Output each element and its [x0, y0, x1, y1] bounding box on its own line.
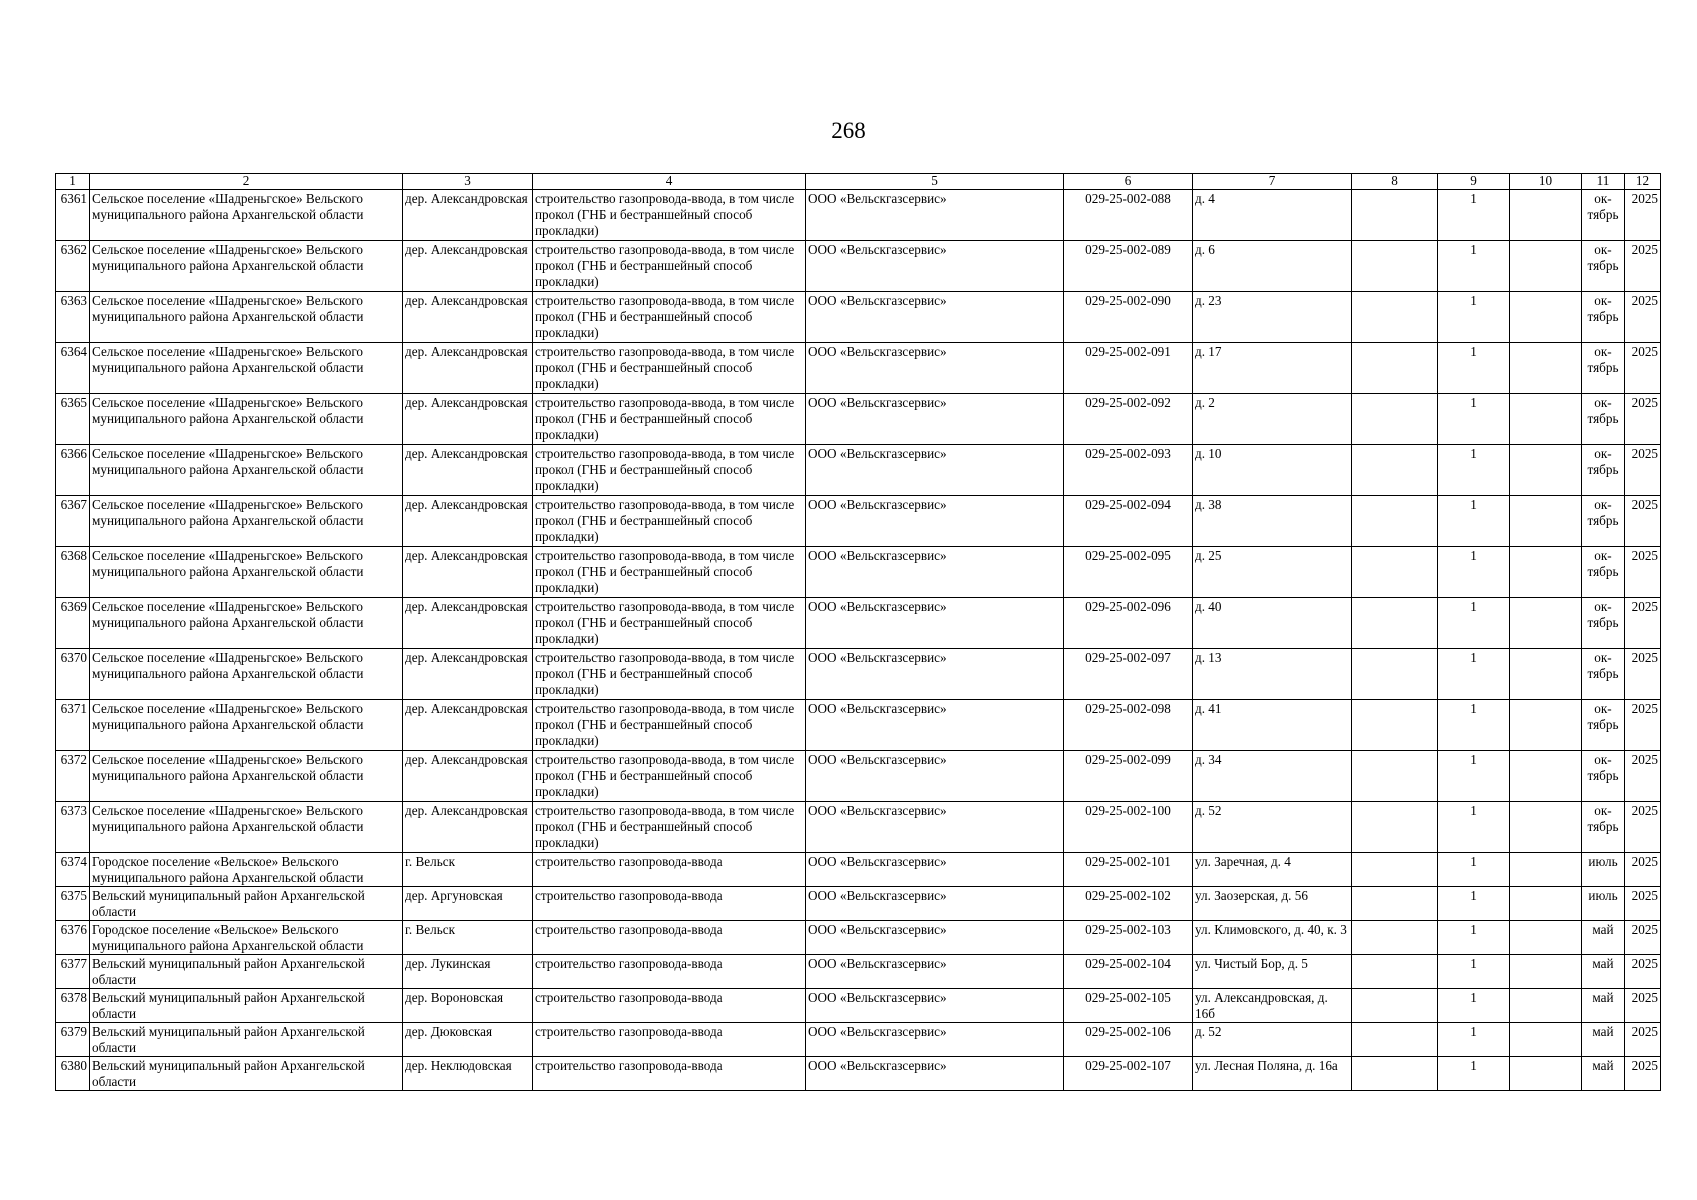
table-row: [56, 394, 1661, 445]
column-8-cell: [1352, 921, 1438, 955]
column-number-row: [56, 174, 1661, 190]
column-8-cell: [1352, 1057, 1438, 1091]
address-cell: д. 40: [1193, 598, 1352, 649]
column-10-cell: [1510, 649, 1582, 700]
column-number-6: 6: [1064, 174, 1193, 190]
work-type-cell: строительство газопровода-ввода: [533, 887, 806, 921]
municipality-cell: Сельское поселение «Шадреньгское» Вельского муниципального района Архангельской области: [90, 496, 403, 547]
column-8-cell: [1352, 700, 1438, 751]
table-row: [56, 802, 1661, 853]
count-cell: 1: [1438, 292, 1510, 343]
year-cell: 2025: [1625, 989, 1661, 1023]
row-number: 6364: [56, 343, 90, 394]
column-number-10: 10: [1510, 174, 1582, 190]
year-cell: 2025: [1625, 887, 1661, 921]
year-cell: 2025: [1625, 190, 1661, 241]
locality-cell: дер. Александровская: [403, 394, 533, 445]
object-code-cell: 029-25-002-092: [1064, 394, 1193, 445]
table-row: [56, 887, 1661, 921]
organization-cell: ООО «Вельскгазсервис»: [806, 496, 1064, 547]
year-cell: 2025: [1625, 241, 1661, 292]
page-number: 268: [831, 118, 866, 143]
year-cell: 2025: [1625, 343, 1661, 394]
object-code-cell: 029-25-002-103: [1064, 921, 1193, 955]
column-number-7: 7: [1193, 174, 1352, 190]
column-10-cell: [1510, 547, 1582, 598]
object-code-cell: 029-25-002-102: [1064, 887, 1193, 921]
count-cell: 1: [1438, 853, 1510, 887]
municipality-cell: Сельское поселение «Шадреньгское» Вельского муниципального района Архангельской области: [90, 394, 403, 445]
organization-cell: ООО «Вельскгазсервис»: [806, 190, 1064, 241]
column-8-cell: [1352, 598, 1438, 649]
row-number: 6369: [56, 598, 90, 649]
column-10-cell: [1510, 853, 1582, 887]
month-cell: ок-тябрь: [1582, 649, 1625, 700]
object-code-cell: 029-25-002-089: [1064, 241, 1193, 292]
table-row: [56, 496, 1661, 547]
register-table: [55, 173, 1661, 1091]
count-cell: 1: [1438, 649, 1510, 700]
year-cell: 2025: [1625, 292, 1661, 343]
work-type-cell: строительство газопровода-ввода, в том числе прокол (ГНБ и бестраншейный способ прокладки): [533, 343, 806, 394]
column-10-cell: [1510, 1057, 1582, 1091]
organization-cell: ООО «Вельскгазсервис»: [806, 1057, 1064, 1091]
work-type-cell: строительство газопровода-ввода, в том числе прокол (ГНБ и бестраншейный способ прокладки): [533, 496, 806, 547]
organization-cell: ООО «Вельскгазсервис»: [806, 751, 1064, 802]
table-row: [56, 598, 1661, 649]
month-cell: ок-тябрь: [1582, 700, 1625, 751]
municipality-cell: Вельский муниципальный район Архангельской области: [90, 955, 403, 989]
organization-cell: ООО «Вельскгазсервис»: [806, 598, 1064, 649]
row-number: 6373: [56, 802, 90, 853]
row-number: 6367: [56, 496, 90, 547]
organization-cell: ООО «Вельскгазсервис»: [806, 887, 1064, 921]
column-10-cell: [1510, 887, 1582, 921]
column-number-2: 2: [90, 174, 403, 190]
address-cell: д. 10: [1193, 445, 1352, 496]
month-cell: май: [1582, 989, 1625, 1023]
month-cell: май: [1582, 955, 1625, 989]
locality-cell: дер. Неклюдовская: [403, 1057, 533, 1091]
column-10-cell: [1510, 292, 1582, 343]
month-cell: июль: [1582, 887, 1625, 921]
row-number: 6371: [56, 700, 90, 751]
month-cell: ок-тябрь: [1582, 598, 1625, 649]
month-cell: ок-тябрь: [1582, 292, 1625, 343]
table-row: [56, 292, 1661, 343]
municipality-cell: Вельский муниципальный район Архангельской области: [90, 1057, 403, 1091]
municipality-cell: Сельское поселение «Шадреньгское» Вельского муниципального района Архангельской области: [90, 751, 403, 802]
month-cell: ок-тябрь: [1582, 343, 1625, 394]
table-row: [56, 547, 1661, 598]
organization-cell: ООО «Вельскгазсервис»: [806, 292, 1064, 343]
municipality-cell: Сельское поселение «Шадреньгское» Вельского муниципального района Архангельской области: [90, 649, 403, 700]
month-cell: ок-тябрь: [1582, 496, 1625, 547]
organization-cell: ООО «Вельскгазсервис»: [806, 343, 1064, 394]
table-row: [56, 1023, 1661, 1057]
object-code-cell: 029-25-002-100: [1064, 802, 1193, 853]
work-type-cell: строительство газопровода-ввода, в том числе прокол (ГНБ и бестраншейный способ прокладки): [533, 700, 806, 751]
row-number: 6375: [56, 887, 90, 921]
organization-cell: ООО «Вельскгазсервис»: [806, 394, 1064, 445]
address-cell: д. 52: [1193, 1023, 1352, 1057]
column-8-cell: [1352, 887, 1438, 921]
year-cell: 2025: [1625, 1057, 1661, 1091]
column-8-cell: [1352, 241, 1438, 292]
column-8-cell: [1352, 649, 1438, 700]
address-cell: д. 41: [1193, 700, 1352, 751]
table-row: [56, 649, 1661, 700]
year-cell: 2025: [1625, 921, 1661, 955]
locality-cell: дер. Александровская: [403, 700, 533, 751]
organization-cell: ООО «Вельскгазсервис»: [806, 547, 1064, 598]
table-row: [56, 445, 1661, 496]
row-number: 6361: [56, 190, 90, 241]
work-type-cell: строительство газопровода-ввода: [533, 921, 806, 955]
column-10-cell: [1510, 190, 1582, 241]
municipality-cell: Сельское поселение «Шадреньгское» Вельского муниципального района Архангельской области: [90, 547, 403, 598]
work-type-cell: строительство газопровода-ввода: [533, 955, 806, 989]
municipality-cell: Сельское поселение «Шадреньгское» Вельского муниципального района Архангельской области: [90, 445, 403, 496]
locality-cell: дер. Александровская: [403, 241, 533, 292]
column-number-1: 1: [56, 174, 90, 190]
count-cell: 1: [1438, 343, 1510, 394]
work-type-cell: строительство газопровода-ввода: [533, 1057, 806, 1091]
month-cell: ок-тябрь: [1582, 547, 1625, 598]
count-cell: 1: [1438, 241, 1510, 292]
row-number: 6372: [56, 751, 90, 802]
column-8-cell: [1352, 496, 1438, 547]
column-10-cell: [1510, 989, 1582, 1023]
column-8-cell: [1352, 343, 1438, 394]
row-number: 6362: [56, 241, 90, 292]
organization-cell: ООО «Вельскгазсервис»: [806, 445, 1064, 496]
address-cell: ул. Климовского, д. 40, к. 3: [1193, 921, 1352, 955]
year-cell: 2025: [1625, 394, 1661, 445]
organization-cell: ООО «Вельскгазсервис»: [806, 989, 1064, 1023]
work-type-cell: строительство газопровода-ввода, в том числе прокол (ГНБ и бестраншейный способ прокладки): [533, 241, 806, 292]
count-cell: 1: [1438, 955, 1510, 989]
locality-cell: дер. Александровская: [403, 445, 533, 496]
municipality-cell: Сельское поселение «Шадреньгское» Вельского муниципального района Архангельской области: [90, 241, 403, 292]
month-cell: май: [1582, 921, 1625, 955]
address-cell: ул. Заозерская, д. 56: [1193, 887, 1352, 921]
column-8-cell: [1352, 853, 1438, 887]
count-cell: 1: [1438, 751, 1510, 802]
count-cell: 1: [1438, 989, 1510, 1023]
year-cell: 2025: [1625, 700, 1661, 751]
row-number: 6365: [56, 394, 90, 445]
year-cell: 2025: [1625, 955, 1661, 989]
year-cell: 2025: [1625, 649, 1661, 700]
object-code-cell: 029-25-002-093: [1064, 445, 1193, 496]
table-row: [56, 921, 1661, 955]
month-cell: ок-тябрь: [1582, 190, 1625, 241]
object-code-cell: 029-25-002-101: [1064, 853, 1193, 887]
object-code-cell: 029-25-002-099: [1064, 751, 1193, 802]
work-type-cell: строительство газопровода-ввода, в том числе прокол (ГНБ и бестраншейный способ прокладки): [533, 802, 806, 853]
municipality-cell: Вельский муниципальный район Архангельской области: [90, 887, 403, 921]
municipality-cell: Сельское поселение «Шадреньгское» Вельского муниципального района Архангельской области: [90, 190, 403, 241]
year-cell: 2025: [1625, 547, 1661, 598]
locality-cell: дер. Аргуновская: [403, 887, 533, 921]
table-row: [56, 955, 1661, 989]
table-row: [56, 700, 1661, 751]
row-number: 6374: [56, 853, 90, 887]
locality-cell: дер. Александровская: [403, 802, 533, 853]
municipality-cell: Городское поселение «Вельское» Вельского муниципального района Архангельской области: [90, 921, 403, 955]
address-cell: д. 6: [1193, 241, 1352, 292]
address-cell: д. 34: [1193, 751, 1352, 802]
row-number: 6380: [56, 1057, 90, 1091]
column-10-cell: [1510, 955, 1582, 989]
count-cell: 1: [1438, 394, 1510, 445]
organization-cell: ООО «Вельскгазсервис»: [806, 955, 1064, 989]
column-8-cell: [1352, 1023, 1438, 1057]
locality-cell: г. Вельск: [403, 921, 533, 955]
count-cell: 1: [1438, 1057, 1510, 1091]
column-8-cell: [1352, 955, 1438, 989]
row-number: 6377: [56, 955, 90, 989]
column-10-cell: [1510, 921, 1582, 955]
municipality-cell: Сельское поселение «Шадреньгское» Вельского муниципального района Архангельской области: [90, 343, 403, 394]
object-code-cell: 029-25-002-090: [1064, 292, 1193, 343]
column-8-cell: [1352, 547, 1438, 598]
month-cell: ок-тябрь: [1582, 802, 1625, 853]
object-code-cell: 029-25-002-104: [1064, 955, 1193, 989]
year-cell: 2025: [1625, 496, 1661, 547]
work-type-cell: строительство газопровода-ввода, в том числе прокол (ГНБ и бестраншейный способ прокладки): [533, 751, 806, 802]
table-row: [56, 241, 1661, 292]
count-cell: 1: [1438, 1023, 1510, 1057]
count-cell: 1: [1438, 496, 1510, 547]
column-10-cell: [1510, 802, 1582, 853]
column-number-11: 11: [1582, 174, 1625, 190]
work-type-cell: строительство газопровода-ввода: [533, 853, 806, 887]
row-number: 6370: [56, 649, 90, 700]
address-cell: д. 25: [1193, 547, 1352, 598]
column-10-cell: [1510, 394, 1582, 445]
count-cell: 1: [1438, 887, 1510, 921]
locality-cell: дер. Александровская: [403, 547, 533, 598]
month-cell: июль: [1582, 853, 1625, 887]
work-type-cell: строительство газопровода-ввода, в том числе прокол (ГНБ и бестраншейный способ прокладки): [533, 598, 806, 649]
work-type-cell: строительство газопровода-ввода: [533, 1023, 806, 1057]
address-cell: ул. Чистый Бор, д. 5: [1193, 955, 1352, 989]
table-row: [56, 1057, 1661, 1091]
row-number: 6379: [56, 1023, 90, 1057]
address-cell: д. 4: [1193, 190, 1352, 241]
work-type-cell: строительство газопровода-ввода, в том числе прокол (ГНБ и бестраншейный способ прокладки): [533, 190, 806, 241]
object-code-cell: 029-25-002-105: [1064, 989, 1193, 1023]
column-number-8: 8: [1352, 174, 1438, 190]
locality-cell: дер. Александровская: [403, 751, 533, 802]
count-cell: 1: [1438, 547, 1510, 598]
locality-cell: дер. Дюковская: [403, 1023, 533, 1057]
work-type-cell: строительство газопровода-ввода, в том числе прокол (ГНБ и бестраншейный способ прокладки): [533, 649, 806, 700]
count-cell: 1: [1438, 802, 1510, 853]
object-code-cell: 029-25-002-098: [1064, 700, 1193, 751]
municipality-cell: Вельский муниципальный район Архангельской области: [90, 989, 403, 1023]
object-code-cell: 029-25-002-097: [1064, 649, 1193, 700]
table-body: [56, 190, 1661, 1091]
locality-cell: г. Вельск: [403, 853, 533, 887]
column-10-cell: [1510, 751, 1582, 802]
row-number: 6378: [56, 989, 90, 1023]
year-cell: 2025: [1625, 853, 1661, 887]
organization-cell: ООО «Вельскгазсервис»: [806, 802, 1064, 853]
column-10-cell: [1510, 496, 1582, 547]
municipality-cell: Сельское поселение «Шадреньгское» Вельского муниципального района Архангельской области: [90, 292, 403, 343]
organization-cell: ООО «Вельскгазсервис»: [806, 700, 1064, 751]
locality-cell: дер. Александровская: [403, 190, 533, 241]
year-cell: 2025: [1625, 751, 1661, 802]
column-10-cell: [1510, 241, 1582, 292]
column-8-cell: [1352, 445, 1438, 496]
municipality-cell: Вельский муниципальный район Архангельской области: [90, 1023, 403, 1057]
municipality-cell: Сельское поселение «Шадреньгское» Вельского муниципального района Архангельской области: [90, 598, 403, 649]
row-number: 6363: [56, 292, 90, 343]
locality-cell: дер. Александровская: [403, 292, 533, 343]
locality-cell: дер. Лукинская: [403, 955, 533, 989]
object-code-cell: 029-25-002-088: [1064, 190, 1193, 241]
column-8-cell: [1352, 751, 1438, 802]
column-number-3: 3: [403, 174, 533, 190]
table-row: [56, 989, 1661, 1023]
locality-cell: дер. Александровская: [403, 598, 533, 649]
column-8-cell: [1352, 190, 1438, 241]
work-type-cell: строительство газопровода-ввода, в том числе прокол (ГНБ и бестраншейный способ прокладки): [533, 445, 806, 496]
organization-cell: ООО «Вельскгазсервис»: [806, 241, 1064, 292]
count-cell: 1: [1438, 445, 1510, 496]
object-code-cell: 029-25-002-095: [1064, 547, 1193, 598]
year-cell: 2025: [1625, 598, 1661, 649]
column-8-cell: [1352, 292, 1438, 343]
column-number-5: 5: [806, 174, 1064, 190]
row-number: 6366: [56, 445, 90, 496]
address-cell: д. 2: [1193, 394, 1352, 445]
work-type-cell: строительство газопровода-ввода: [533, 989, 806, 1023]
object-code-cell: 029-25-002-094: [1064, 496, 1193, 547]
locality-cell: дер. Александровская: [403, 343, 533, 394]
count-cell: 1: [1438, 190, 1510, 241]
table-row: [56, 853, 1661, 887]
year-cell: 2025: [1625, 445, 1661, 496]
organization-cell: ООО «Вельскгазсервис»: [806, 853, 1064, 887]
work-type-cell: строительство газопровода-ввода, в том числе прокол (ГНБ и бестраншейный способ прокладки): [533, 394, 806, 445]
work-type-cell: строительство газопровода-ввода, в том числе прокол (ГНБ и бестраншейный способ прокладки): [533, 547, 806, 598]
address-cell: д. 52: [1193, 802, 1352, 853]
row-number: 6368: [56, 547, 90, 598]
column-number-12: 12: [1625, 174, 1661, 190]
month-cell: ок-тябрь: [1582, 241, 1625, 292]
month-cell: ок-тябрь: [1582, 445, 1625, 496]
locality-cell: дер. Вороновская: [403, 989, 533, 1023]
organization-cell: ООО «Вельскгазсервис»: [806, 1023, 1064, 1057]
column-number-4: 4: [533, 174, 806, 190]
year-cell: 2025: [1625, 1023, 1661, 1057]
locality-cell: дер. Александровская: [403, 649, 533, 700]
column-10-cell: [1510, 598, 1582, 649]
column-10-cell: [1510, 343, 1582, 394]
count-cell: 1: [1438, 921, 1510, 955]
column-number-9: 9: [1438, 174, 1510, 190]
object-code-cell: 029-25-002-106: [1064, 1023, 1193, 1057]
organization-cell: ООО «Вельскгазсервис»: [806, 649, 1064, 700]
organization-cell: ООО «Вельскгазсервис»: [806, 921, 1064, 955]
column-10-cell: [1510, 700, 1582, 751]
municipality-cell: Сельское поселение «Шадреньгское» Вельского муниципального района Архангельской области: [90, 700, 403, 751]
column-8-cell: [1352, 989, 1438, 1023]
address-cell: д. 13: [1193, 649, 1352, 700]
column-10-cell: [1510, 445, 1582, 496]
row-number: 6376: [56, 921, 90, 955]
table-row: [56, 190, 1661, 241]
count-cell: 1: [1438, 700, 1510, 751]
count-cell: 1: [1438, 598, 1510, 649]
locality-cell: дер. Александровская: [403, 496, 533, 547]
month-cell: май: [1582, 1057, 1625, 1091]
object-code-cell: 029-25-002-096: [1064, 598, 1193, 649]
address-cell: д. 38: [1193, 496, 1352, 547]
address-cell: ул. Лесная Поляна, д. 16а: [1193, 1057, 1352, 1091]
address-cell: ул. Александровская, д. 16б: [1193, 989, 1352, 1023]
month-cell: ок-тябрь: [1582, 751, 1625, 802]
address-cell: ул. Заречная, д. 4: [1193, 853, 1352, 887]
column-8-cell: [1352, 394, 1438, 445]
object-code-cell: 029-25-002-107: [1064, 1057, 1193, 1091]
column-10-cell: [1510, 1023, 1582, 1057]
municipality-cell: Сельское поселение «Шадреньгское» Вельского муниципального района Архангельской области: [90, 802, 403, 853]
address-cell: д. 17: [1193, 343, 1352, 394]
table-row: [56, 751, 1661, 802]
object-code-cell: 029-25-002-091: [1064, 343, 1193, 394]
month-cell: ок-тябрь: [1582, 394, 1625, 445]
month-cell: май: [1582, 1023, 1625, 1057]
table-row: [56, 343, 1661, 394]
column-8-cell: [1352, 802, 1438, 853]
municipality-cell: Городское поселение «Вельское» Вельского муниципального района Архангельской области: [90, 853, 403, 887]
year-cell: 2025: [1625, 802, 1661, 853]
address-cell: д. 23: [1193, 292, 1352, 343]
work-type-cell: строительство газопровода-ввода, в том числе прокол (ГНБ и бестраншейный способ прокладки): [533, 292, 806, 343]
